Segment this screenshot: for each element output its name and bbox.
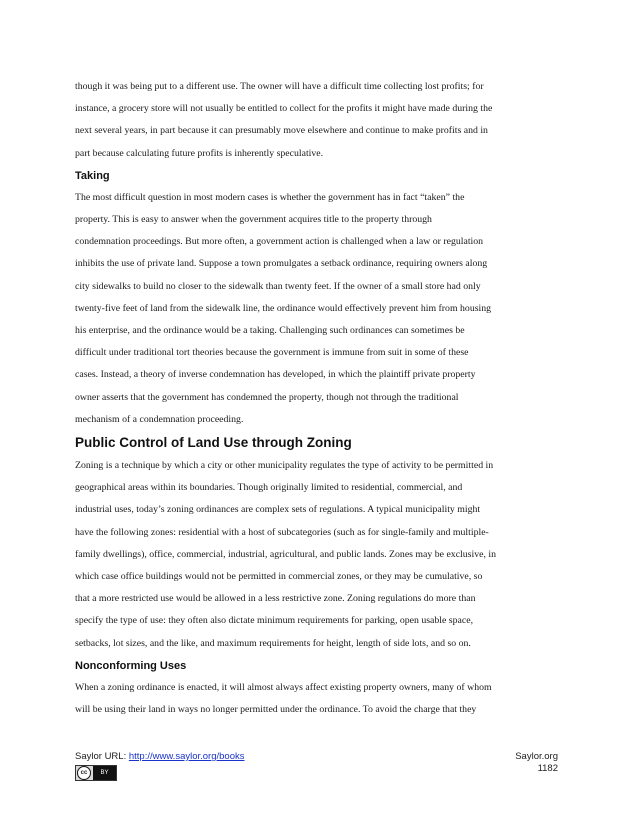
text-line: specify the type of use: they often also dictate minimum requirements for parking, open usable space, (75, 615, 474, 627)
text-line: which case office buildings would not be permitted in commercial zones, or they may be cumulative, so (75, 571, 483, 583)
text-line: will be using their land in ways no longer permitted under the ordinance. To avoid the charge that they (75, 704, 477, 716)
page-content (75, 76, 559, 721)
intro-paragraph (75, 76, 559, 165)
text-line: When a zoning ordinance is enacted, it will almost always affect existing property owners, many of whom (75, 681, 492, 693)
source-label: Saylor URL: (75, 751, 129, 762)
text-line: family dwellings), office, commercial, industrial, agricultural, and public lands. Zones may be exclusive, in (75, 548, 496, 560)
text-line: The most difficult question in most modern cases is whether the government has in fact “taken” the (75, 191, 465, 203)
text-line: setbacks, lot sizes, and the like, and maximum requirements for height, length of side lots, and so on. (75, 637, 471, 649)
footer-source (75, 751, 245, 762)
text-line: that a more restricted use would be allowed in a less restrictive zone. Zoning regulations do more than (75, 593, 476, 605)
taking-paragraph (75, 187, 559, 431)
text-line: inhibits the use of private land. Suppose a town promulgates a setback ordinance, requiring owners along (75, 258, 488, 270)
site-name: Saylor.org (515, 751, 558, 762)
text-line: mechanism of a condemnation proceeding. (75, 413, 244, 425)
text-line: have the following zones: residential with a host of subcategories (such as for single-family and multiple- (75, 526, 489, 538)
text-line: next several years, in part because it can presumably move elsewhere and continue to make profits and in (75, 125, 488, 137)
by-icon: BY (93, 766, 116, 780)
text-line: city sidewalks to build no closer to the sidewalk than twenty feet. If the owner of a small store had only (75, 280, 481, 292)
footer-page-info (515, 751, 558, 775)
text-line: his enterprise, and the ordinance would be a taking. Challenging such ordinances can sometimes be (75, 325, 465, 337)
nonconforming-heading: Nonconforming Uses (75, 659, 187, 672)
taking-heading: Taking (75, 169, 110, 182)
text-line: cases. Instead, a theory of inverse condemnation has developed, in which the plaintiff private property (75, 369, 476, 381)
text-line: difficult under traditional tort theories because the government is immune from suit in some of these (75, 347, 469, 359)
zoning-paragraph (75, 455, 559, 655)
text-line: condemnation proceedings. But more often, a government action is challenged when a law or regulation (75, 236, 484, 248)
section-heading: Public Control of Land Use through Zoning (75, 435, 352, 451)
text-line: geographical areas within its boundaries. Though originally limited to residential, commercial, and (75, 482, 463, 494)
license-badge-icon (75, 765, 117, 781)
text-line: property. This is easy to answer when the government acquires title to the property through (75, 214, 432, 226)
text-line: industrial uses, today’s zoning ordinances are complex sets of regulations. A typical municipality might (75, 504, 481, 516)
text-line: owner asserts that the government has condemned the property, though not through the traditional (75, 391, 459, 403)
text-line: part because calculating future profits is inherently speculative. (75, 147, 324, 159)
text-line: instance, a grocery store will not usually be entitled to collect for the profits it might have made during the (75, 103, 493, 115)
nonconforming-paragraph (75, 677, 559, 721)
text-line: twenty-five feet of land from the sidewalk line, the ordinance would effectively prevent him from housing (75, 302, 492, 314)
text-line: though it was being put to a different use. The owner will have a difficult time collecting lost profits; for (75, 81, 484, 92)
page-number: 1182 (537, 763, 558, 774)
source-link[interactable]: http://www.saylor.org/books (128, 751, 245, 762)
text-line: Zoning is a technique by which a city or other municipality regulates the type of activity to be permitted in (75, 460, 494, 472)
cc-icon: cc (77, 766, 91, 780)
